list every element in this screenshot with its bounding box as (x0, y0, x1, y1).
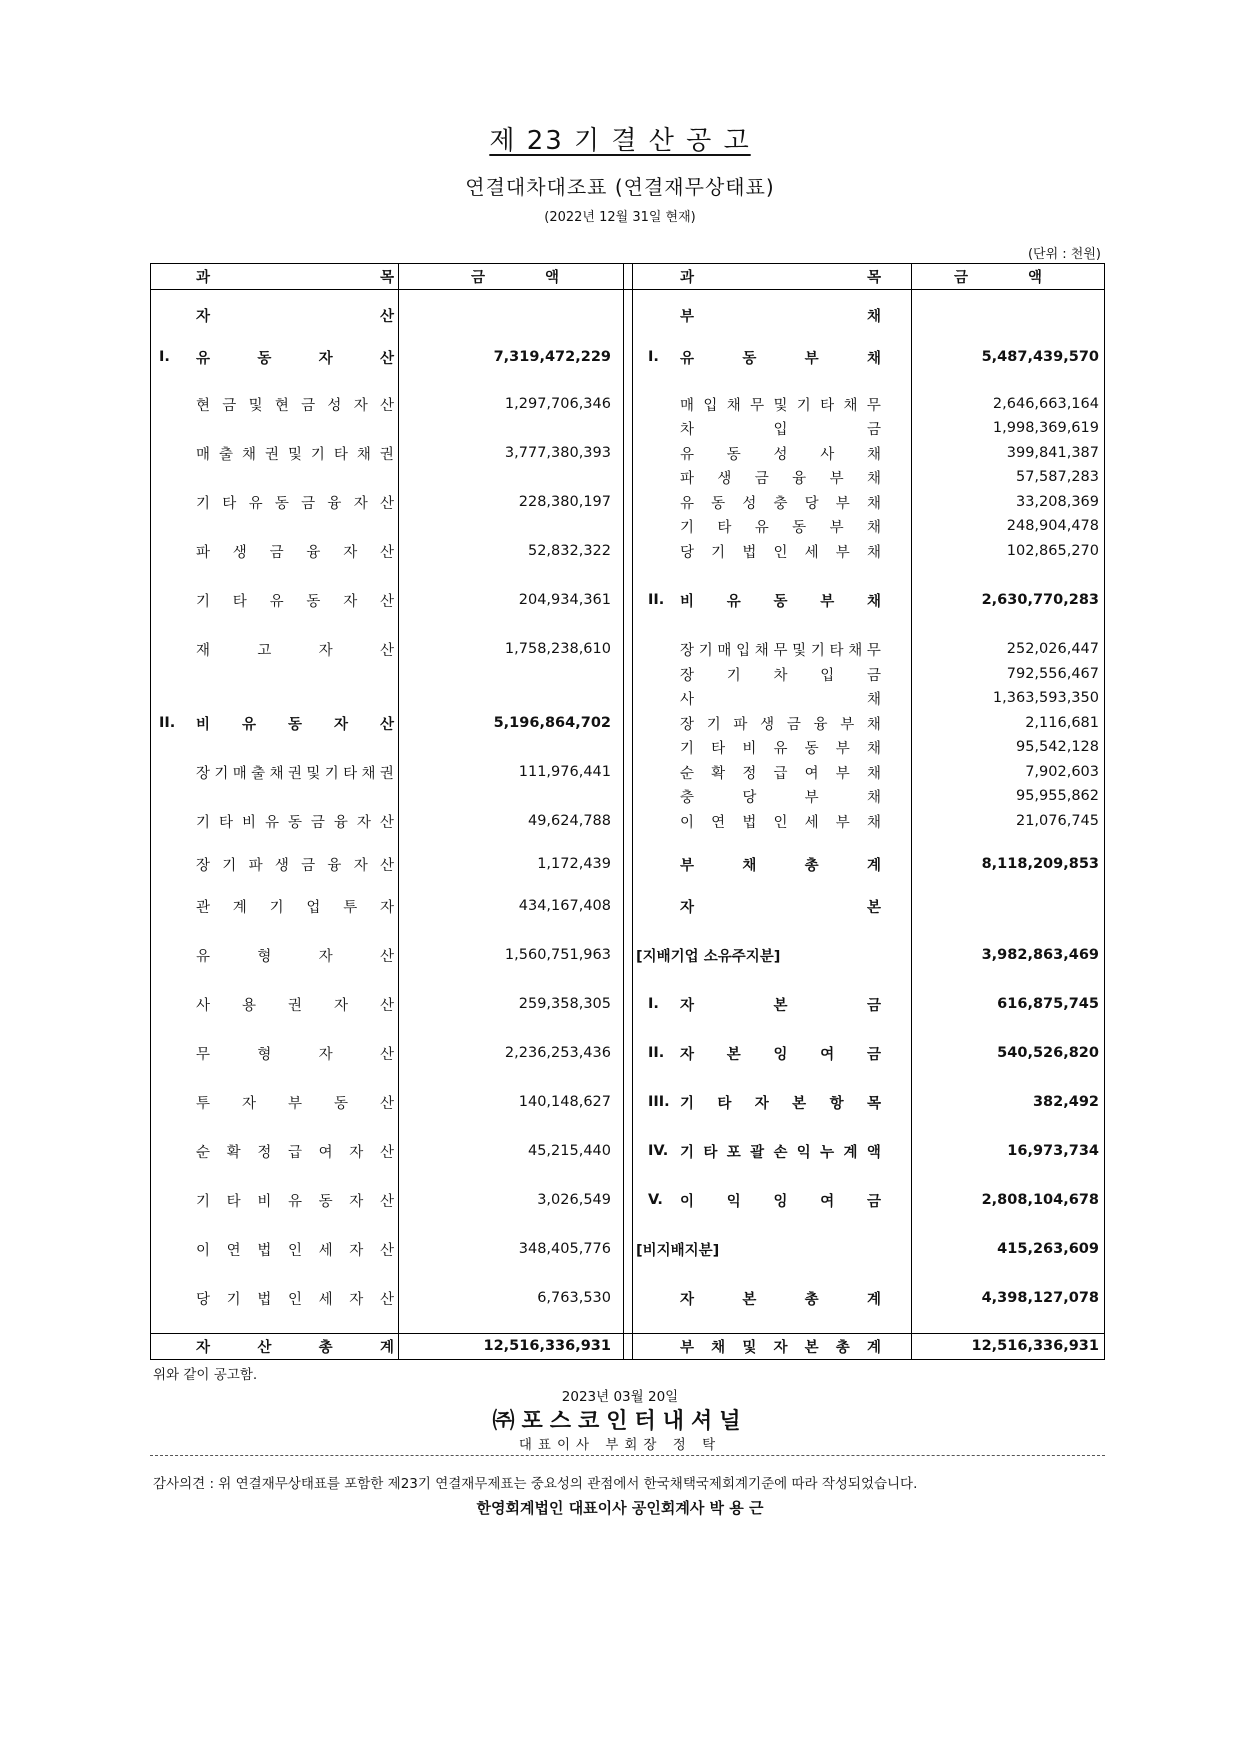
left-amount-cell: 7,319,472,229 (493, 349, 611, 365)
right-row-prefix: III. (648, 1094, 670, 1110)
right-account-label: 장 기 차 입 금 (680, 667, 881, 684)
left-account-label: 기 타 비 유 동 금 융 자 산 (196, 814, 394, 831)
right-account-label: 매 입 채 무 및 기 타 채 무 (680, 397, 881, 414)
right-amount-cell: 415,263,609 (997, 1241, 1099, 1257)
left-amount-cell: 2,236,253,436 (504, 1045, 611, 1061)
right-account-label: [지배기업 소유주지분] (636, 948, 781, 965)
right-amount-cell: 102,865,270 (1006, 543, 1099, 559)
right-account-label: 기 타 비 유 동 부 채 (680, 740, 881, 757)
right-row-prefix: I. (648, 349, 659, 365)
left-amount-cell: 45,215,440 (527, 1143, 611, 1159)
left-account-label: 유 형 자 산 (196, 948, 394, 965)
total-liabilities-equity-amount: 12,516,336,931 (971, 1338, 1099, 1354)
right-account-label: [비지배지분] (636, 1242, 720, 1259)
left-amount-cell: 1,297,706,346 (504, 396, 611, 412)
right-account-label: 충 당 부 채 (680, 789, 881, 806)
right-row-prefix: IV. (648, 1143, 669, 1159)
right-row-prefix: II. (648, 1045, 665, 1061)
left-amount-cell: 1,758,238,610 (504, 641, 611, 657)
left-amount-cell: 5,196,864,702 (493, 715, 611, 731)
document-title: 제 23 기 결 산 공 고 (489, 126, 751, 156)
right-account-label: 유 동 부 채 (680, 350, 881, 367)
right-account-label: 당 기 법 인 세 부 채 (680, 544, 881, 561)
right-amount-cell: 57,587,283 (1015, 469, 1099, 485)
right-account-label: 기 타 유 동 부 채 (680, 519, 881, 536)
right-account-label: 부 채 (680, 308, 881, 325)
left-amount-cell: 140,148,627 (518, 1094, 611, 1110)
left-amount-cell: 111,976,441 (518, 764, 611, 780)
left-amount-cell: 259,358,305 (518, 996, 611, 1012)
left-account-label: 파 생 금 융 자 산 (196, 544, 394, 561)
right-amount-cell: 4,398,127,078 (981, 1290, 1099, 1306)
right-amount-cell: 2,630,770,283 (981, 592, 1099, 608)
right-account-label: 장 기 매 입 채 무 및 기 타 채 무 (680, 642, 881, 659)
dashed-divider (150, 1455, 1105, 1456)
totals-rule (151, 1333, 1104, 1334)
header-rule (151, 289, 1104, 290)
left-amount-cell: 1,560,751,963 (504, 947, 611, 963)
right-account-label: 파 생 금 융 부 채 (680, 470, 881, 487)
left-amount-cell: 3,777,380,393 (504, 445, 611, 461)
right-amount-cell: 616,875,745 (997, 996, 1099, 1012)
right-amount-cell: 248,904,478 (1006, 518, 1099, 534)
company-name: ㈜포스코인터내셔널 (492, 1409, 748, 1434)
left-account-label: 현 금 및 현 금 성 자 산 (196, 397, 394, 414)
balance-sheet-table (150, 263, 1105, 1360)
center-divider-2 (632, 264, 633, 1359)
right-amount-cell: 792,556,467 (1006, 666, 1099, 682)
left-account-label: 기 타 유 동 금 융 자 산 (196, 495, 394, 512)
right-amount-cell: 21,076,745 (1015, 813, 1099, 829)
left-account-label: 기 타 유 동 자 산 (196, 593, 394, 610)
right-amount-cell: 382,492 (1032, 1094, 1099, 1110)
left-account-label: 이 연 법 인 세 자 산 (196, 1242, 394, 1259)
right-account-header: 과 목 (680, 269, 881, 286)
audit-opinion: 감사의견 : 위 연결재무상태표를 포함한 제23기 연결재무제표는 중요성의 관점에서 한국채택국제회계기준에 따라 작성되었습니다. (153, 1476, 918, 1492)
right-account-label: 자 본 금 (680, 997, 881, 1014)
left-account-label: 장 기 파 생 금 융 자 산 (196, 857, 394, 874)
left-amount-header: 금 액 (471, 269, 559, 286)
statement-subtitle: 연결대차대조표 (연결재무상태표) (465, 175, 775, 199)
right-amount-cell: 16,973,734 (1007, 1143, 1099, 1159)
right-account-label: 장 기 파 생 금 융 부 채 (680, 716, 881, 733)
auditor-signature: 한영회계법인 대표이사 공인회계사 박 용 근 (476, 1499, 764, 1517)
left-account-label: 재 고 자 산 (196, 642, 394, 659)
left-amount-cell: 434,167,408 (518, 898, 611, 914)
total-assets-amount: 12,516,336,931 (483, 1338, 611, 1354)
left-amount-cell: 49,624,788 (527, 813, 611, 829)
right-account-label: 차 입 금 (680, 421, 881, 438)
right-amount-cell: 3,982,863,469 (981, 947, 1099, 963)
right-amount-cell: 5,487,439,570 (981, 349, 1099, 365)
right-amount-header: 금 액 (954, 269, 1042, 286)
left-account-label: 투 자 부 동 산 (196, 1095, 394, 1112)
left-account-label: 유 동 자 산 (196, 350, 394, 367)
left-row-prefix: I. (159, 349, 170, 365)
right-account-label: 기 타 포 괄 손 익 누 계 액 (680, 1144, 881, 1161)
right-account-label: 자 본 잉 여 금 (680, 1046, 881, 1063)
right-account-label: 부 채 총 계 (680, 857, 881, 874)
right-account-label: 비 유 동 부 채 (680, 593, 881, 610)
right-amount-cell: 399,841,387 (1006, 445, 1099, 461)
notice-text: 위와 같이 공고함. (153, 1367, 258, 1383)
representative: 대표이사 부회장 정 탁 (518, 1437, 722, 1453)
right-account-label: 이 연 법 인 세 부 채 (680, 814, 881, 831)
total-assets-label: 자 산 총 계 (196, 1339, 394, 1356)
right-amount-cell: 2,808,104,678 (981, 1192, 1099, 1208)
right-row-prefix: II. (648, 592, 665, 608)
left-account-label: 매 출 채 권 및 기 타 채 권 (196, 446, 394, 463)
right-row-prefix: I. (648, 996, 659, 1012)
center-divider-1 (623, 264, 624, 1359)
right-amount-cell: 540,526,820 (997, 1045, 1099, 1061)
right-amount-cell: 1,998,369,619 (992, 420, 1099, 436)
left-amount-cell: 228,380,197 (518, 494, 611, 510)
right-row-prefix: V. (648, 1192, 663, 1208)
left-amount-cell: 52,832,322 (527, 543, 611, 559)
left-account-label: 기 타 비 유 동 자 산 (196, 1193, 394, 1210)
right-account-label: 유 동 성 충 당 부 채 (680, 495, 881, 512)
as-of-date: (2022년 12월 31일 현재) (544, 210, 696, 225)
right-amount-cell: 252,026,447 (1006, 641, 1099, 657)
left-account-label: 당 기 법 인 세 자 산 (196, 1291, 394, 1308)
right-account-label: 순 확 정 급 여 부 채 (680, 765, 881, 782)
left-amount-cell: 204,934,361 (518, 592, 611, 608)
announcement-date: 2023년 03월 20일 (561, 1389, 679, 1405)
right-account-label: 기 타 자 본 항 목 (680, 1095, 881, 1112)
left-account-label: 장 기 매 출 채 권 및 기 타 채 권 (196, 765, 394, 782)
right-account-label: 이 익 잉 여 금 (680, 1193, 881, 1210)
left-amount-cell: 3,026,549 (537, 1192, 611, 1208)
right-amount-cell: 8,118,209,853 (981, 856, 1099, 872)
right-account-label: 자 본 총 계 (680, 1291, 881, 1308)
left-amount-cell: 348,405,776 (518, 1241, 611, 1257)
right-account-label: 유 동 성 사 채 (680, 446, 881, 463)
left-account-label: 순 확 정 급 여 자 산 (196, 1144, 394, 1161)
left-row-prefix: II. (159, 715, 176, 731)
unit-label: (단위 : 천원) (1027, 247, 1101, 262)
left-amount-cell: 6,763,530 (537, 1290, 611, 1306)
left-account-header: 과 목 (196, 269, 394, 286)
right-amount-cell: 33,208,369 (1015, 494, 1099, 510)
left-account-label: 자 산 (196, 308, 394, 325)
left-account-label: 무 형 자 산 (196, 1046, 394, 1063)
right-account-label: 자 본 (680, 899, 881, 916)
right-amount-cell: 95,542,128 (1015, 739, 1099, 755)
left-account-label: 사 용 권 자 산 (196, 997, 394, 1014)
right-amount-cell: 2,646,663,164 (992, 396, 1099, 412)
left-amount-divider (398, 264, 399, 1359)
right-account-label: 사 채 (680, 691, 881, 708)
right-amount-cell: 1,363,593,350 (992, 690, 1099, 706)
left-amount-cell: 1,172,439 (537, 856, 611, 872)
left-account-label: 관 계 기 업 투 자 (196, 899, 394, 916)
right-amount-cell: 95,955,862 (1015, 788, 1099, 804)
right-amount-cell: 7,902,603 (1025, 764, 1099, 780)
right-amount-cell: 2,116,681 (1025, 715, 1099, 731)
total-liabilities-equity-label: 부 채 및 자 본 총 계 (680, 1339, 881, 1356)
left-account-label: 비 유 동 자 산 (196, 716, 394, 733)
right-amount-divider (911, 264, 912, 1359)
